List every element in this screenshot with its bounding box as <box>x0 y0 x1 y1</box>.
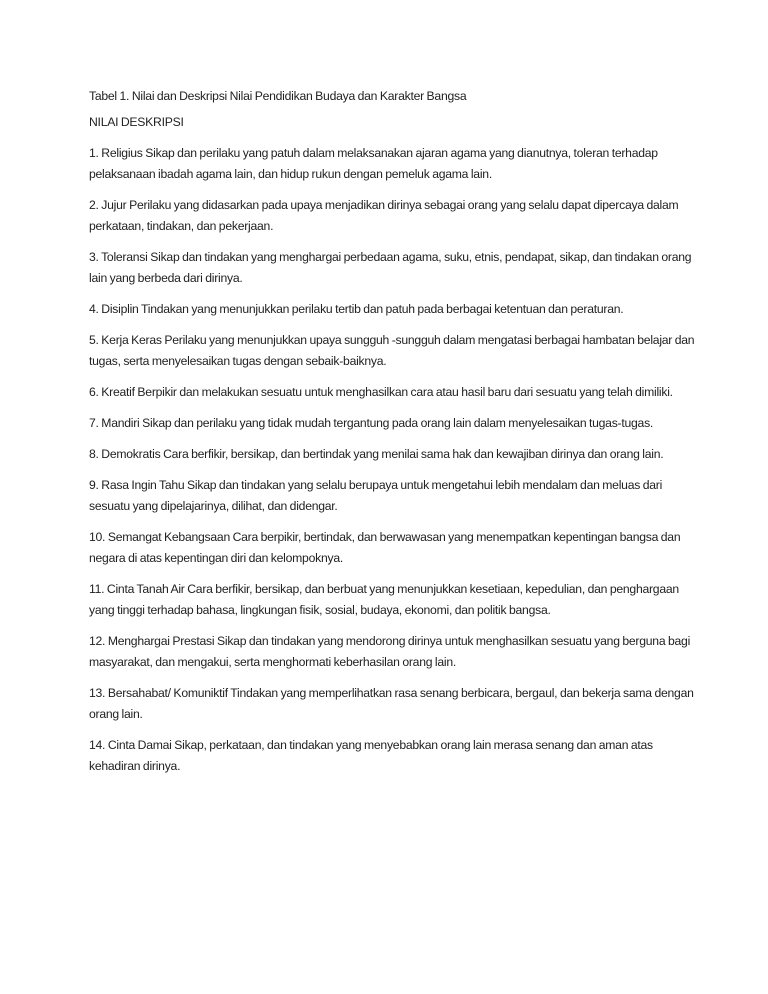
list-item-kreatif: 6. Kreatif Berpikir dan melakukan sesuatu untuk menghasilkan cara atau hasil baru dari sesuatu yang telah dimiliki. <box>89 385 673 399</box>
list-item-cinta-tanah-air: 11. Cinta Tanah Air Cara berfikir, bersikap, dan berbuat yang menunjukkan kesetiaan, kepedulian, dan penghargaan yang tinggi terhadap bahasa, lingkungan fisik, sosial, budaya, ekonomi, dan politik bangsa. <box>89 582 679 617</box>
table-title: Tabel 1. Nilai dan Deskripsi Nilai Pendidikan Budaya dan Karakter Bangsa <box>89 89 467 103</box>
list-item-cinta-damai: 14. Cinta Damai Sikap, perkataan, dan tindakan yang menyebabkan orang lain merasa senang dan aman atas kehadiran dirinya. <box>89 738 653 773</box>
list-item-demokratis: 8. Demokratis Cara berfikir, bersikap, dan bertindak yang menilai sama hak dan kewajiban dirinya dan orang lain. <box>89 447 664 461</box>
list-item-religius: 1. Religius Sikap dan perilaku yang patuh dalam melaksanakan ajaran agama yang dianutnya, toleran terhadap pelaksanaan ibadah agama lain, dan hidup rukun dengan pemeluk agama lain. <box>89 146 658 181</box>
list-item-toleransi: 3. Toleransi Sikap dan tindakan yang menghargai perbedaan agama, suku, etnis, pendapat, sikap, dan tindakan orang lain yang berbeda dari dirinya. <box>89 250 692 285</box>
column-header: NILAI DESKRIPSI <box>89 115 184 129</box>
list-item-menghargai-prestasi: 12. Menghargai Prestasi Sikap dan tindakan yang mendorong dirinya untuk menghasilkan sesuatu yang berguna bagi masyarakat, dan mengakui, serta menghormati keberhasilan orang lain. <box>89 634 691 669</box>
list-item-mandiri: 7. Mandiri Sikap dan perilaku yang tidak mudah tergantung pada orang lain dalam menyelesaikan tugas-tugas. <box>89 416 654 430</box>
value-list <box>89 143 698 777</box>
list-item-kerja-keras: 5. Kerja Keras Perilaku yang menunjukkan upaya sungguh -sungguh dalam mengatasi berbagai hambatan belajar dan tugas, serta menyelesaikan tugas dengan sebaik-baiknya. <box>89 333 695 368</box>
list-item-jujur: 2. Jujur Perilaku yang didasarkan pada upaya menjadikan dirinya sebagai orang yang selalu dapat dipercaya dalam perkataan, tindakan, dan pekerjaan. <box>89 198 679 233</box>
list-item-bersahabat: 13. Bersahabat/ Komuniktif Tindakan yang memperlihatkan rasa senang berbicara, bergaul, dan bekerja sama dengan orang lain. <box>89 686 694 721</box>
list-item-disiplin: 4. Disiplin Tindakan yang menunjukkan perilaku tertib dan patuh pada berbagai ketentuan dan peraturan. <box>89 302 624 316</box>
list-item-semangat-kebangsaan: 10. Semangat Kebangsaan Cara berpikir, bertindak, dan berwawasan yang menempatkan kepentingan bangsa dan negara di atas kepentingan diri dan kelompoknya. <box>89 530 681 565</box>
list-item-rasa-ingin-tahu: 9. Rasa Ingin Tahu Sikap dan tindakan yang selalu berupaya untuk mengetahui lebih mendalam dan meluas dari sesuatu yang dipelajarinya, dilihat, dan didengar. <box>89 478 663 513</box>
